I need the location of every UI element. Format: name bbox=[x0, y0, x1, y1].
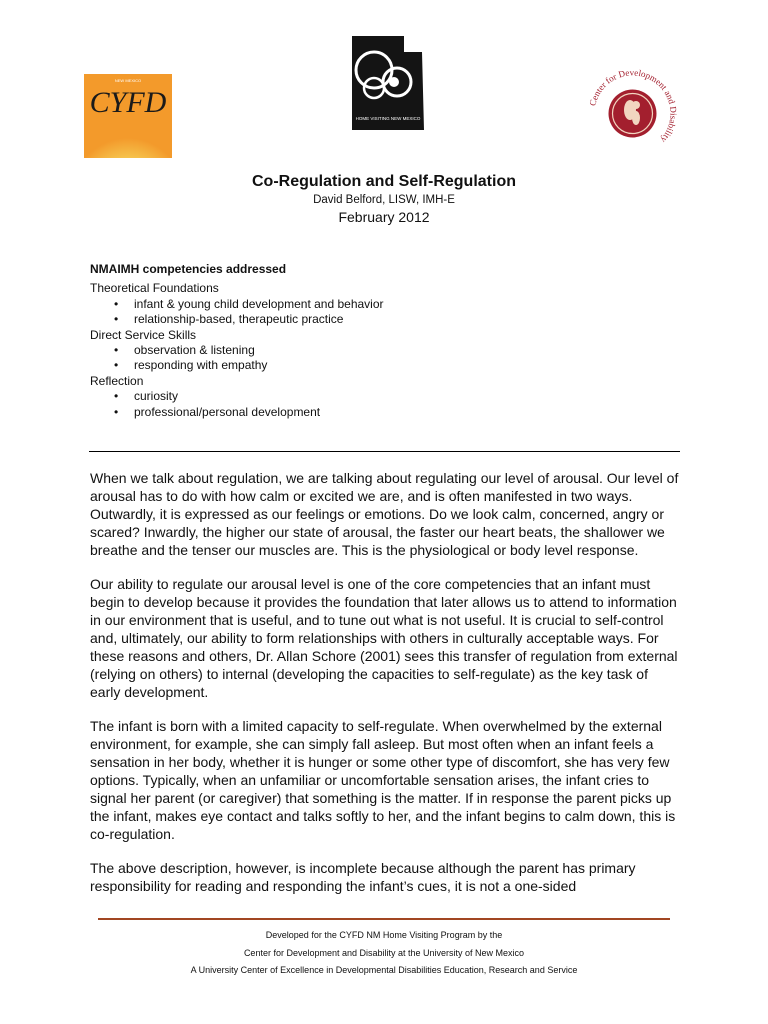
bullet-icon: • bbox=[114, 312, 119, 327]
cdd-seal-logo bbox=[585, 66, 680, 161]
svg-text:Center for Development and Dis: Center for Development and Disability bbox=[587, 67, 679, 145]
home-visiting-logo bbox=[344, 30, 432, 138]
body-text bbox=[90, 469, 680, 911]
body-paragraph: The above description, however, is incomplete because although the parent has primary responsibility for reading and responding the infant’s cues, it is not a one-sided bbox=[90, 860, 636, 894]
competency-category: Theoretical Foundations bbox=[90, 281, 219, 296]
competency-item bbox=[90, 389, 690, 404]
svg-text:NEW MEXICO: NEW MEXICO bbox=[114, 78, 142, 83]
bullet-icon: • bbox=[114, 296, 119, 311]
competencies-section bbox=[90, 262, 690, 420]
competency-item bbox=[90, 297, 690, 312]
page-footer bbox=[0, 927, 768, 980]
section-divider bbox=[89, 451, 680, 452]
competencies-heading: NMAIMH competencies addressed bbox=[90, 262, 287, 276]
competency-item-text: relationship-based, therapeutic practice bbox=[134, 312, 344, 327]
competency-category: Direct Service Skills bbox=[90, 327, 197, 342]
author-line: David Belford, LISW, IMH-E bbox=[313, 194, 455, 206]
competency-item-text: curiosity bbox=[134, 389, 179, 404]
body-paragraph: Our ability to regulate our arousal level is one of the core competencies that an infant must begin to develop because it provides the foundation that later allows us to attend to information in our environment that is useful, and to tune out what is not useful. It is crucial to self-control and, ultimately, our ability to form relationships with others in culturally acceptable ways. For these reasons and others, Dr. Allan Schore (2001) sees this transfer of regulation from external (relying on others) to internal (developing the capacities to self-regulate) as the key task of early development. bbox=[90, 576, 678, 700]
competency-item bbox=[90, 312, 690, 327]
footer-line: Center for Development and Disability at the University of New Mexico bbox=[243, 947, 525, 958]
footer-line: Developed for the CYFD NM Home Visiting Program by the bbox=[265, 930, 503, 940]
footer-divider bbox=[98, 918, 670, 920]
bullet-icon: • bbox=[114, 343, 119, 358]
competency-item-text: observation & listening bbox=[134, 343, 255, 358]
bullet-icon: • bbox=[114, 389, 119, 404]
competency-item bbox=[90, 358, 690, 373]
bullet-icon: • bbox=[114, 358, 119, 373]
footer-line: A University Center of Excellence in Developmental Disabilities Education, Research and Service bbox=[190, 965, 578, 975]
competency-item bbox=[90, 343, 690, 358]
competency-item-text: professional/personal development bbox=[134, 404, 321, 419]
competency-category: Reflection bbox=[90, 373, 144, 388]
competency-item-text: responding with empathy bbox=[134, 358, 268, 373]
cyfd-logo bbox=[84, 74, 172, 158]
body-paragraph: The infant is born with a limited capacity to self-regulate. When overwhelmed by the external environment, for example, she can simply fall asleep. But most often when an infant feels a sensation in her body, whether it is hunger or some other type of discomfort, she has very few options. Typically, when an unfamiliar or uncomfortable sensation arises, the infant cries to signal her parent (or caregiver) that something is the matter. If in response the parent picks up the infant, makes eye contact and talks softly to her, and the infant begins to calm down, this is co-regulation. bbox=[90, 718, 676, 842]
document-title: Co-Regulation and Self-Regulation bbox=[252, 173, 516, 190]
body-paragraph: When we talk about regulation, we are talking about regulating our level of arousal. Our level of arousal has to do with how calm or excited we are, and is often manifested in two ways. Outwardly, it is expressed as our feelings or emotions. Do we look calm, concerned, angry or scared? Inwardly, the higher our state of arousal, the faster our heart beats, the shallower we breathe and the tenser our muscles are. This is the physiological or body level response. bbox=[90, 470, 679, 558]
competency-item bbox=[90, 405, 690, 420]
svg-text:CYFD: CYFD bbox=[89, 86, 167, 119]
competency-item-text: infant & young child development and behavior bbox=[134, 296, 384, 311]
svg-text:HOME VISITING NEW MEXICO: HOME VISITING NEW MEXICO bbox=[355, 116, 421, 121]
document-date: February 2012 bbox=[338, 209, 430, 225]
bullet-icon: • bbox=[114, 404, 119, 419]
